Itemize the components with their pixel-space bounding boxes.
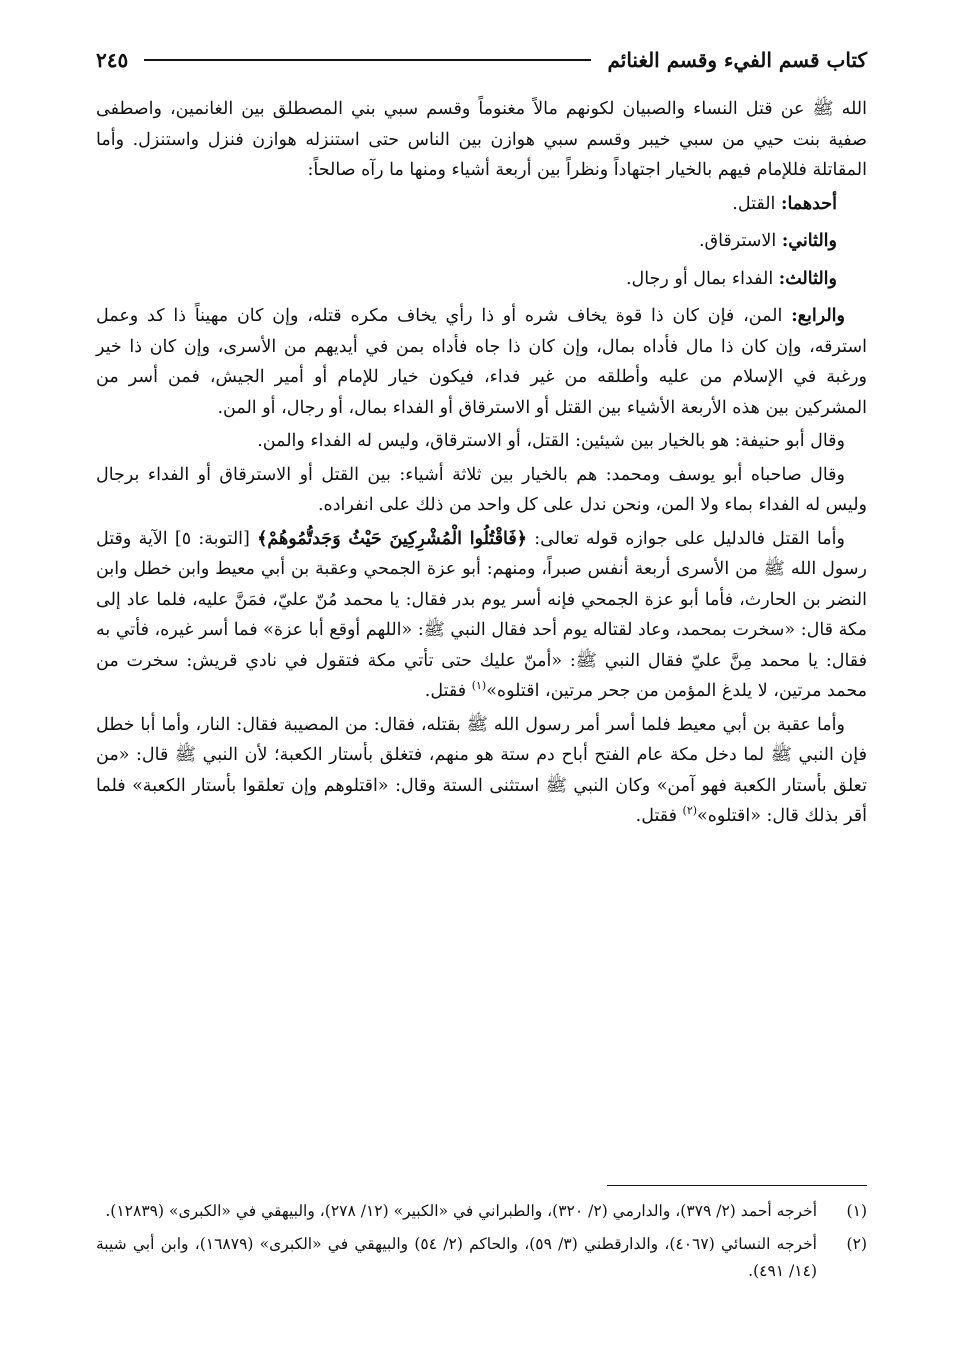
footnote xyxy=(96,1231,867,1285)
paragraph-qatl xyxy=(96,524,867,707)
main-text xyxy=(96,94,867,835)
footnote xyxy=(96,1198,867,1225)
item-text: الاسترقاق. xyxy=(698,231,777,251)
paragraph-sahibah: وقال صاحباه أبو يوسف ومحمد: هم بالخيار بين ثلاثة أشياء: بين القتل أو الاسترقاق أو الفداء برجال وليس له الفداء بماء ولا المن، ونحن ندل على كل واحد من ذلك على انفراده. xyxy=(96,464,867,515)
footnote-number: (١) xyxy=(846,1202,867,1220)
footnote-number: (٢) xyxy=(846,1235,867,1253)
header-rule xyxy=(144,59,591,61)
qatl-intro: وأما القتل فالدليل على جوازه قوله تعالى: xyxy=(534,528,845,549)
item-text: القتل. xyxy=(732,193,776,214)
paragraph-abu-hanifa: وقال أبو حنيفة: هو بالخيار بين شيئين: القتل، أو الاسترقاق، وليس له الفداء والمن. xyxy=(257,431,845,451)
footnote-text: أخرجه النسائي (٤٠٦٧)، والدارقطني (٣/ ٥٩)، والحاكم (٢/ ٥٤) والبيهقي في «الكبرى» (١٦٨٧٩)، وابن أبي شيبة (١٤/ ٤٩١). xyxy=(96,1235,817,1280)
uqba-end: فقتل. xyxy=(635,806,677,826)
item-text: المن، فإن كان ذا قوة يخاف شره أو ذا رأي يخاف مكره قتله، وإن كان مهيناً ذا كد وعمل استرقه، وإن كان ذا مال فأداه بمال، وإن كان ذا جاه فأداه بمن في أيديهم من الأسرى، وإن كان ذا خير ورغبة في الإسلام من عليه وأطلقه من غير فداء، فيكون خيار للإمام أو أمير الجيش، فمن أسر من المشركين بين هذه الأربعة الأشياء بين القتل أو الاسترقاق أو الفداء بمال، أو رجال، أو المن. xyxy=(96,306,867,418)
footnotes xyxy=(96,1198,867,1291)
list-item-first xyxy=(96,189,867,220)
running-header xyxy=(96,40,867,80)
footnote-separator xyxy=(607,1185,867,1186)
item-label: والثالث: xyxy=(778,268,837,289)
page-number: ٢٤٥ xyxy=(96,48,129,72)
chapter-title: كتاب قسم الفيء وقسم الغنائم xyxy=(607,48,867,72)
item-label: والثاني: xyxy=(781,231,837,251)
uqba-text: وأما عقبة بن أبي معيط فلما أسر أمر رسول الله ﷺ بقتله، فقال: من المصيبة فقال: النار، وأما أبا خطل فإن النبي ﷺ لما دخل مكة عام الفتح أباح دم ستة هو منهم، فتغلق بأستار الكعبة؛ لأن النبي ﷺ قال: «من تعلق بأستار الكعبة فهو آمن» وكان النبي ﷺ استثنى الستة وقال: «اقتلوهم وإن تعلقوا بأستار الكعبة» فلما أقر بذلك قال: «اقتلوه» xyxy=(96,714,867,826)
qatl-end: فقتل. xyxy=(424,681,467,701)
list-item-second xyxy=(96,226,867,257)
paragraph-intro: الله ﷺ عن قتل النساء والصبيان لكونهم مالاً مغنوماً وقسم سبي بني المصطلق بين الغانمين، واصطفى صفية بنت حيي من سبي خيبر وقسم سبي هوازن بين الناس حتى استنزله هوازن فنزل واستنزل. وأما المقاتلة فللإمام فيهم بالخيار اجتهاداً ونظراً بين أربعة أشياء ومنها ما رآه صالحاً: xyxy=(96,99,867,180)
list-item-fourth xyxy=(96,301,867,423)
paragraph-uqba xyxy=(96,710,867,832)
footnote-text: أخرجه أحمد (٢/ ٣٧٩)، والدارمي (٢/ ٣٢٠)، والطبراني في «الكبير» (١٢/ ٢٧٨)، والبيهقي في «الكبرى» (١٢٨٣٩). xyxy=(105,1202,817,1220)
footnote-ref-2[interactable]: (٢) xyxy=(682,804,698,818)
item-label: والرابع: xyxy=(791,306,845,326)
item-label: أحدهما: xyxy=(780,193,837,214)
quran-verse: ﴿فَاقْتُلُوا الْمُشْرِكِينَ حَيْثُ وَجَدتُّمُوهُمْ﴾ xyxy=(257,528,528,549)
footnote-ref-1[interactable]: (١) xyxy=(471,679,487,693)
qatl-text: [التوبة: ٥] الآية وقتل رسول الله ﷺ من الأسرى أربعة أنفس صبراً، ومنهم: أبو عزة الجمحي وعقبة بن أبي معيط وابن خطل وابن النضر بن الحارث، فأما أبو عزة الجمحي فإنه أسر يوم بدر فقال: يا محمد مُنّ عليّ، فمَنَّ عليه، فلما عاد إلى مكة قال: «سخرت بمحمد، وعاد لقتاله يوم أحد فقال النبي ﷺ: «اللهم أوقع أبا عزة» فما أسر غيره، فأتي به فقال: يا محمد مِنَّ عليّ فقال النبي ﷺ: «أمنّ عليك حتى تأتي مكة فتقول في نادي قريش: سخرت من محمد مرتين، لا يلدغ المؤمن من جحر مرتين، اقتلوه» xyxy=(96,528,867,701)
list-item-third xyxy=(96,264,867,295)
item-text: الفداء بمال أو رجال. xyxy=(625,268,774,289)
